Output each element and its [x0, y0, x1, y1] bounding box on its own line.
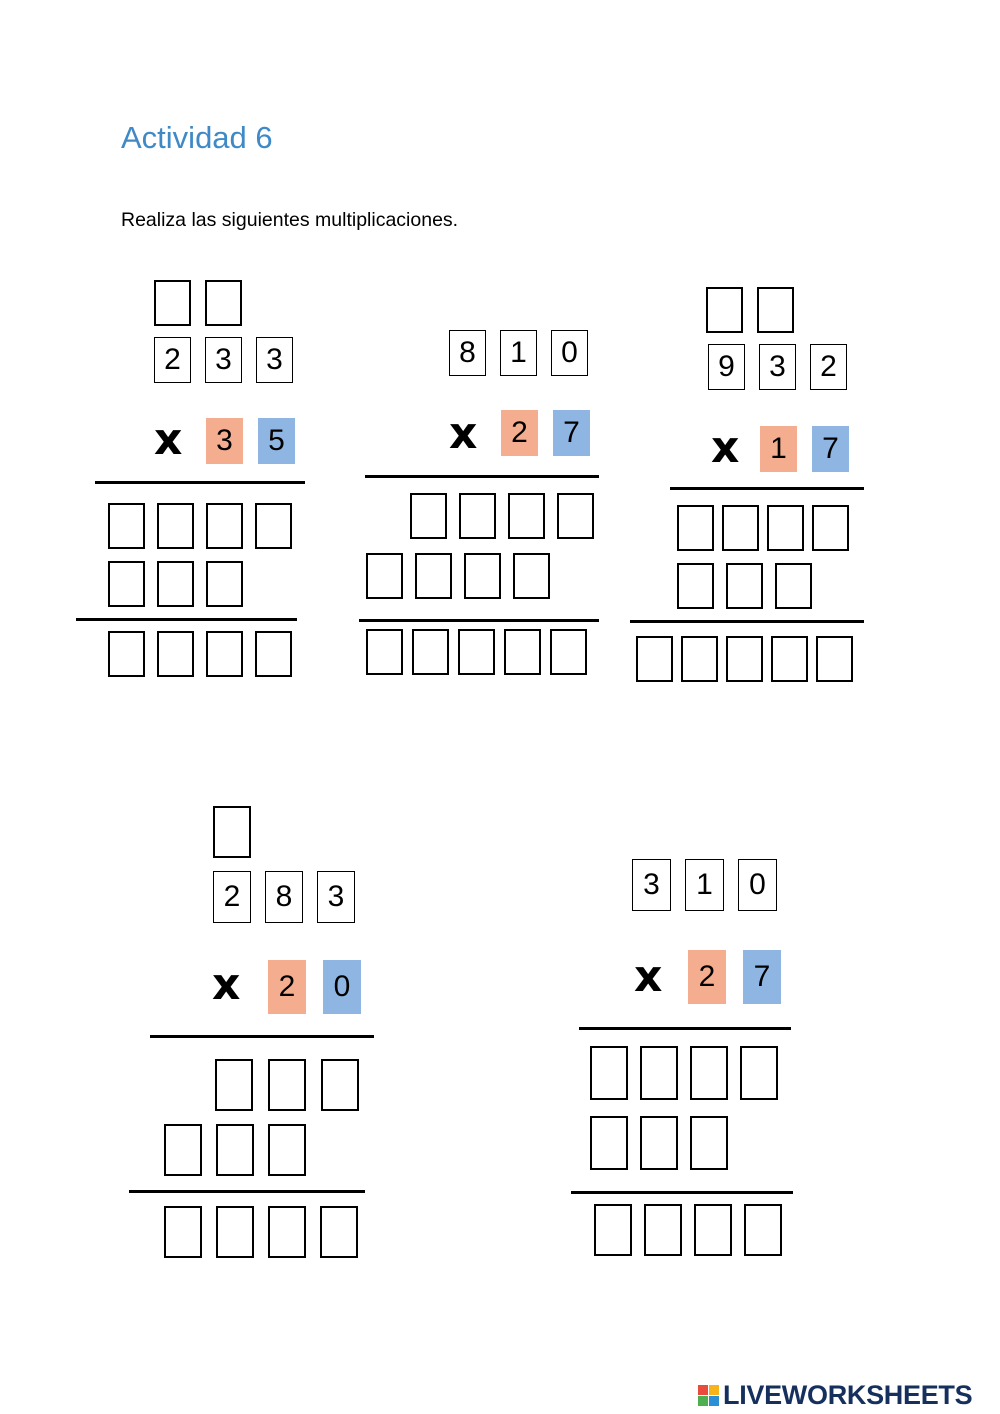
- result-box[interactable]: [726, 636, 763, 682]
- partial-product-1-box[interactable]: [812, 505, 849, 551]
- partial-product-2-box[interactable]: [216, 1124, 254, 1176]
- multiplication-line: [150, 1035, 374, 1038]
- multiplier-digit: 7: [743, 950, 781, 1004]
- carry-box[interactable]: [205, 280, 242, 326]
- partial-product-1-box[interactable]: [677, 505, 714, 551]
- multiplicand-digit: 3: [759, 344, 796, 390]
- partial-product-1-box[interactable]: [557, 493, 594, 539]
- multiplicand-digit: 3: [205, 337, 242, 383]
- result-box[interactable]: [636, 636, 673, 682]
- partial-product-2-box[interactable]: [590, 1116, 628, 1170]
- multiplicand-digit: 2: [213, 871, 251, 923]
- result-box[interactable]: [694, 1204, 732, 1256]
- page-title: Actividad 6: [121, 120, 273, 155]
- result-box[interactable]: [681, 636, 718, 682]
- result-box[interactable]: [594, 1204, 632, 1256]
- multiplier-digit: 3: [206, 418, 243, 464]
- carry-box[interactable]: [213, 806, 251, 858]
- multiplicand-digit: 9: [708, 344, 745, 390]
- result-box[interactable]: [504, 629, 541, 675]
- multiplicand-digit: 3: [256, 337, 293, 383]
- result-box[interactable]: [366, 629, 403, 675]
- multiplicand-digit: 2: [810, 344, 847, 390]
- result-box[interactable]: [458, 629, 495, 675]
- partial-product-1-box[interactable]: [108, 503, 145, 549]
- partial-product-1-box[interactable]: [722, 505, 759, 551]
- result-box[interactable]: [255, 631, 292, 677]
- sum-line: [630, 620, 864, 623]
- partial-product-2-box[interactable]: [366, 553, 403, 599]
- partial-product-2-box[interactable]: [268, 1124, 306, 1176]
- result-box[interactable]: [550, 629, 587, 675]
- partial-product-2-box[interactable]: [726, 563, 763, 609]
- multiplier-digit: 5: [258, 418, 295, 464]
- multiply-sign: x: [711, 422, 740, 473]
- result-box[interactable]: [744, 1204, 782, 1256]
- multiplication-line: [670, 487, 864, 490]
- carry-box[interactable]: [757, 287, 794, 333]
- partial-product-1-box[interactable]: [459, 493, 496, 539]
- partial-product-1-box[interactable]: [740, 1046, 778, 1100]
- multiplier-digit: 1: [760, 426, 797, 472]
- multiplicand-digit: 3: [632, 859, 671, 911]
- partial-product-2-box[interactable]: [164, 1124, 202, 1176]
- partial-product-1-box[interactable]: [767, 505, 804, 551]
- partial-product-1-box[interactable]: [508, 493, 545, 539]
- carry-box[interactable]: [154, 280, 191, 326]
- partial-product-2-box[interactable]: [108, 561, 145, 607]
- partial-product-1-box[interactable]: [410, 493, 447, 539]
- partial-product-2-box[interactable]: [677, 563, 714, 609]
- result-box[interactable]: [268, 1206, 306, 1258]
- multiplication-line: [579, 1027, 791, 1030]
- result-box[interactable]: [644, 1204, 682, 1256]
- partial-product-1-box[interactable]: [690, 1046, 728, 1100]
- multiplication-line: [365, 475, 599, 478]
- multiplier-digit: 2: [688, 950, 726, 1004]
- partial-product-2-box[interactable]: [640, 1116, 678, 1170]
- partial-product-1-box[interactable]: [215, 1059, 253, 1111]
- multiplicand-digit: 1: [685, 859, 724, 911]
- multiplier-digit: 2: [501, 410, 538, 456]
- partial-product-1-box[interactable]: [268, 1059, 306, 1111]
- multiplicand-digit: 8: [449, 330, 486, 376]
- multiplicand-digit: 0: [551, 330, 588, 376]
- multiplication-line: [95, 481, 305, 484]
- logo-text: LIVEWORKSHEETS: [723, 1380, 973, 1410]
- result-box[interactable]: [816, 636, 853, 682]
- multiply-sign: x: [212, 959, 241, 1010]
- result-box[interactable]: [216, 1206, 254, 1258]
- partial-product-2-box[interactable]: [157, 561, 194, 607]
- multiplicand-digit: 8: [265, 871, 303, 923]
- sum-line: [359, 619, 599, 622]
- result-box[interactable]: [157, 631, 194, 677]
- result-box[interactable]: [320, 1206, 358, 1258]
- partial-product-1-box[interactable]: [590, 1046, 628, 1100]
- partial-product-2-box[interactable]: [775, 563, 812, 609]
- partial-product-2-box[interactable]: [206, 561, 243, 607]
- liveworksheets-logo-icon: [698, 1385, 720, 1407]
- multiplicand-digit: 3: [317, 871, 355, 923]
- result-box[interactable]: [108, 631, 145, 677]
- multiplicand-digit: 0: [738, 859, 777, 911]
- instruction-text: Realiza las siguientes multiplicaciones.: [121, 209, 459, 231]
- partial-product-2-box[interactable]: [415, 553, 452, 599]
- sum-line: [129, 1190, 365, 1193]
- result-box[interactable]: [164, 1206, 202, 1258]
- multiplier-digit: 7: [553, 410, 590, 456]
- multiplier-digit: 7: [812, 426, 849, 472]
- carry-box[interactable]: [706, 287, 743, 333]
- sum-line: [76, 618, 297, 621]
- partial-product-2-box[interactable]: [464, 553, 501, 599]
- partial-product-1-box[interactable]: [255, 503, 292, 549]
- partial-product-1-box[interactable]: [157, 503, 194, 549]
- partial-product-1-box[interactable]: [640, 1046, 678, 1100]
- sum-line: [571, 1191, 793, 1194]
- multiply-sign: x: [154, 414, 183, 465]
- liveworksheets-logo: [698, 1380, 972, 1411]
- partial-product-1-box[interactable]: [321, 1059, 359, 1111]
- multiply-sign: x: [449, 408, 478, 459]
- multiplier-digit: 0: [323, 960, 361, 1014]
- result-box[interactable]: [412, 629, 449, 675]
- multiplicand-digit: 1: [500, 330, 537, 376]
- result-box[interactable]: [206, 631, 243, 677]
- multiplicand-digit: 2: [154, 337, 191, 383]
- partial-product-2-box[interactable]: [690, 1116, 728, 1170]
- multiply-sign: x: [634, 951, 663, 1002]
- result-box[interactable]: [771, 636, 808, 682]
- partial-product-2-box[interactable]: [513, 553, 550, 599]
- partial-product-1-box[interactable]: [206, 503, 243, 549]
- multiplier-digit: 2: [268, 960, 306, 1014]
